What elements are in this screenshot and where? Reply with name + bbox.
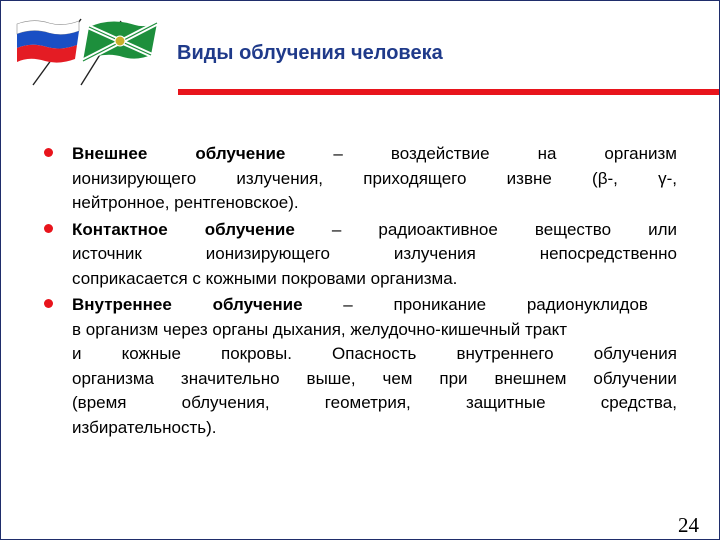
word: γ-, bbox=[658, 168, 677, 188]
word: и bbox=[72, 344, 82, 363]
title-underline-bar bbox=[178, 89, 719, 95]
dash: – bbox=[333, 144, 343, 163]
term-word: Контактное bbox=[72, 219, 168, 239]
word: непосредственно bbox=[539, 244, 677, 263]
word: покровы. bbox=[220, 344, 292, 363]
term-word: облучение bbox=[195, 144, 286, 163]
term-word: облучение bbox=[212, 295, 303, 314]
word: выше, bbox=[306, 368, 356, 388]
word: при bbox=[439, 368, 468, 388]
line-text: нейтронное, рентгеновское). bbox=[72, 193, 299, 212]
word: воздействие bbox=[390, 144, 490, 163]
word: облучении bbox=[593, 368, 677, 388]
word: внутреннего bbox=[456, 344, 554, 363]
word: чем bbox=[382, 368, 413, 388]
list-item-contact bbox=[41, 218, 677, 292]
word: значительно bbox=[180, 368, 280, 388]
word: (время bbox=[72, 393, 127, 412]
term-word: Внутреннее bbox=[72, 295, 172, 314]
line-text: соприкасается с кожными покровами организма. bbox=[72, 268, 458, 288]
bullet-list bbox=[41, 142, 677, 440]
term-word: облучение bbox=[204, 219, 295, 239]
word: проникание bbox=[393, 295, 487, 314]
slide-title: Виды облучения человека bbox=[177, 42, 443, 64]
word: защитные bbox=[465, 393, 546, 412]
word: извне bbox=[506, 168, 552, 188]
word: излучения, bbox=[236, 168, 324, 188]
word: организм bbox=[604, 144, 677, 163]
dash: – bbox=[343, 295, 353, 314]
line-text: избирательность). bbox=[72, 417, 217, 437]
line-text: в организм через органы дыхания, желудочно-кишечный тракт bbox=[72, 319, 568, 339]
word: источник bbox=[72, 244, 142, 263]
word: средства, bbox=[600, 393, 677, 412]
word: вещество bbox=[534, 219, 612, 239]
list-item-internal bbox=[41, 293, 677, 440]
dash: – bbox=[331, 219, 342, 239]
flags-emblem bbox=[11, 15, 161, 87]
bullet-icon bbox=[44, 299, 53, 308]
term-word: Внешнее bbox=[72, 144, 148, 163]
russian-flag-icon bbox=[17, 21, 79, 63]
word: излучения bbox=[393, 244, 476, 263]
word: геометрия, bbox=[324, 393, 411, 412]
word: радионуклидов bbox=[526, 295, 648, 314]
green-saltire-flag-icon bbox=[83, 21, 157, 61]
bullet-icon bbox=[44, 224, 53, 233]
word: на bbox=[537, 144, 557, 163]
word: или bbox=[648, 219, 677, 239]
list-item-external bbox=[41, 142, 677, 216]
word: ионизирующего bbox=[72, 168, 197, 188]
bullet-icon bbox=[44, 148, 53, 157]
word: облучения bbox=[593, 344, 677, 363]
word: облучения, bbox=[181, 393, 270, 412]
word: организма bbox=[72, 368, 155, 388]
word: радиоактивное bbox=[378, 219, 498, 239]
page-number: 24 bbox=[678, 513, 699, 537]
word: приходящего bbox=[363, 168, 467, 188]
word: Опасность bbox=[332, 344, 417, 363]
word: (β-, bbox=[592, 168, 618, 188]
word: ионизирующего bbox=[205, 244, 330, 263]
word: внешнем bbox=[494, 368, 567, 388]
word: кожные bbox=[121, 344, 181, 363]
